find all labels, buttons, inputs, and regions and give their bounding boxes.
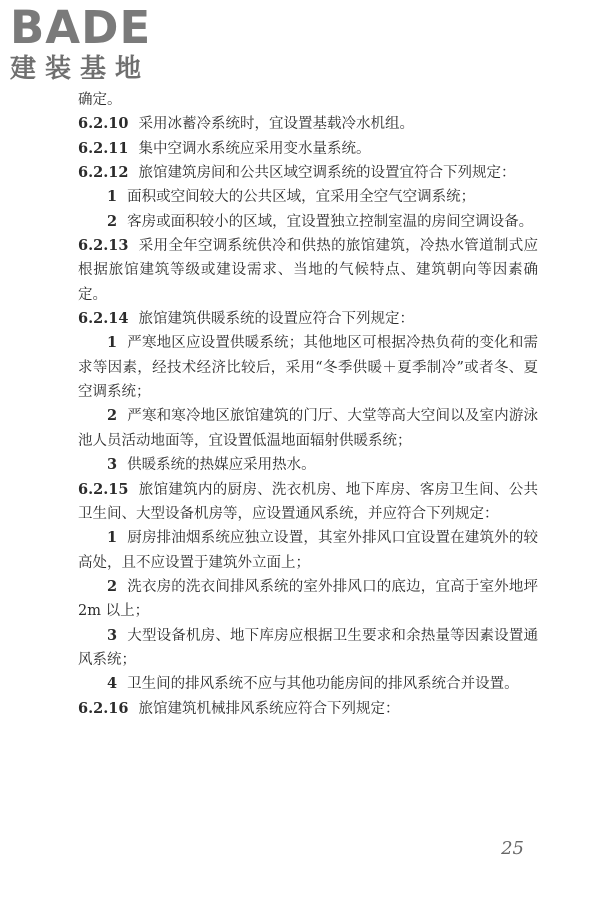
clause-text: 供暖系统的热媒应采用热水。 <box>127 457 316 474</box>
clause-number: 6.2.15 <box>78 480 129 498</box>
clause-text: 旅馆建筑机械排风系统应符合下列规定： <box>138 700 400 717</box>
list-item <box>78 404 538 453</box>
clause-text: 严寒和寒冷地区旅馆建筑的门厅、大堂等高大空间以及室内游泳池人员活动地面等，宜设置低温地面辐射供暖系统； <box>78 408 538 449</box>
clause-paragraph <box>78 234 538 307</box>
list-item <box>78 185 538 209</box>
clause-text: 客房或面积较小的区域，宜设置独立控制室温的房间空调设备。 <box>127 213 534 230</box>
item-number: 2 <box>107 577 118 595</box>
page-number: 25 <box>501 838 524 859</box>
intro-line: 确定。 <box>78 92 122 108</box>
list-item <box>78 331 538 404</box>
list-item <box>78 210 538 234</box>
clause-text: 卫生间的排风系统不应与其他功能房间的排风系统合并设置。 <box>127 676 519 693</box>
list-item <box>78 575 538 624</box>
clause-number: 6.2.11 <box>78 139 129 157</box>
clause-paragraph <box>78 112 538 136</box>
clause-number: 6.2.10 <box>78 115 129 133</box>
document-body <box>78 88 538 721</box>
clause-paragraph <box>78 697 538 721</box>
clause-text: 面积或空间较大的公共区域，宜采用全空气空调系统； <box>127 189 476 206</box>
clause-paragraph <box>78 137 538 161</box>
clause-text: 采用冰蓄冷系统时，宜设置基载冷水机组。 <box>138 116 414 133</box>
clause-text: 旅馆建筑供暖系统的设置应符合下列规定： <box>138 311 414 328</box>
clause-text: 洗衣房的洗衣间排风系统的室外排风口的底边，宜高于室外地坪 2m 以上； <box>78 578 538 620</box>
clause-list <box>78 112 538 721</box>
clause-text: 集中空调水系统应采用变水量系统。 <box>138 140 371 157</box>
bade-logo <box>10 0 180 92</box>
item-number: 3 <box>107 456 118 474</box>
logo-subtitle: 建装基地 <box>10 54 151 84</box>
clause-text: 严寒地区应设置供暖系统；其他地区可根据冷热负荷的变化和需求等因素，经技术经济比较后，采用“冬季供暖＋夏季制冷”或者冬、夏空调系统； <box>78 335 538 401</box>
clause-number: 6.2.13 <box>78 237 129 255</box>
clause-text: 采用全年空调系统供冷和供热的旅馆建筑，冷热水管道制式应根据旅馆建筑等级或建设需求、当地的气候特点、建筑朝向等因素确定。 <box>78 238 538 303</box>
clause-paragraph <box>78 161 538 185</box>
clause-number: 6.2.14 <box>78 310 129 328</box>
item-number: 1 <box>107 188 118 206</box>
clause-number: 6.2.16 <box>78 699 129 717</box>
clause-number: 6.2.12 <box>78 164 129 182</box>
list-item <box>78 526 538 575</box>
clause-text: 旅馆建筑房间和公共区域空调系统的设置宜符合下列规定： <box>138 165 516 182</box>
clause-text: 旅馆建筑内的厨房、洗衣机房、地下库房、客房卫生间、公共卫生间、大型设备机房等，应设置通风系统，并应符合下列规定： <box>78 481 538 522</box>
clause-paragraph <box>78 478 538 527</box>
item-number: 2 <box>107 212 118 230</box>
item-number: 3 <box>107 626 118 644</box>
clause-text: 大型设备机房、地下库房应根据卫生要求和余热量等因素设置通风系统； <box>78 627 538 668</box>
item-number: 1 <box>107 529 118 547</box>
list-item <box>78 453 538 477</box>
item-number: 4 <box>107 675 118 693</box>
list-item <box>78 672 538 696</box>
logo-wordmark: BADE <box>10 1 152 54</box>
item-number: 2 <box>107 407 118 425</box>
list-item <box>78 624 538 673</box>
item-number: 1 <box>107 334 118 352</box>
clause-paragraph <box>78 307 538 331</box>
clause-text: 厨房排油烟系统应独立设置，其室外排风口宜设置在建筑外的较高处，且不应设置于建筑外立面上； <box>78 530 538 571</box>
